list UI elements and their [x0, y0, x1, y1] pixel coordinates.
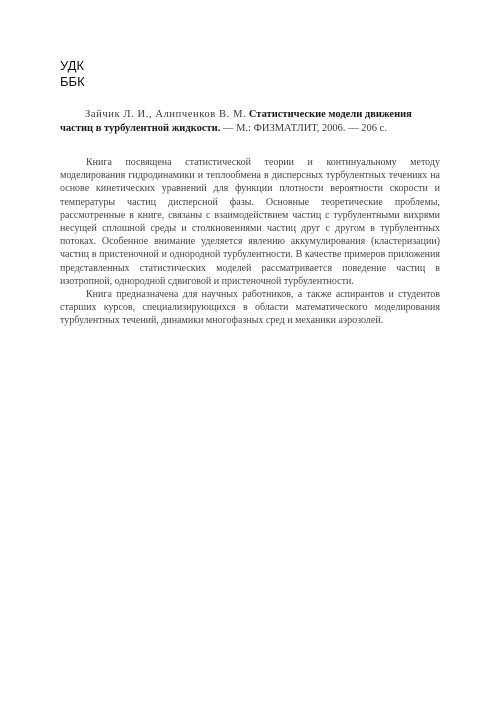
bibliographic-line-2 [60, 122, 445, 136]
book-title-part1: Статистические модели движения [248, 109, 412, 120]
udk-label: УДК [60, 58, 85, 73]
authors: Зайчик Л. И., Алипченков В. М. [85, 109, 247, 120]
book-title-part2: частиц в турбулентной жидкости. [60, 123, 221, 134]
annotation [60, 156, 440, 328]
annotation-paragraph-1: Книга посвящена статистической теории и континуальному методу моделирования гидродинамики и теплообмена в дисперсных турбулентных течениях на основе кинетических уравнений для функции плотности вероятности скорости и температуры частиц дисперсной фазы. Основные теоретические проблемы, рассмотренные в книге, связаны с взаимодействием частиц с турбулентными вихрями несущей сплошной среды и столкновениями частиц друг с другом в турбулентных потоках. Особенное внимание уделяется явлению аккумулирования (кластеризации) частиц в пристеночной и однородной турбулентности. В качестве примеров приложения представленных статистических моделей рассматривается поведение частиц в изотропной, однородной сдвиговой и пристеночной турбулентности. [60, 157, 440, 287]
bbk-label: ББК [60, 74, 85, 89]
bibliographic-record [60, 108, 445, 136]
publisher-info: — М.: ФИЗМАТЛИТ, 2006. — 206 с. [222, 123, 387, 134]
annotation-paragraph-2: Книга предназначена для научных работников, а также аспирантов и студентов старших курсов, специализирующихся в области математического моделирования турбулентных течений, динамики многофазных сред и механики аэрозолей. [60, 289, 440, 327]
classification-codes [60, 58, 85, 90]
